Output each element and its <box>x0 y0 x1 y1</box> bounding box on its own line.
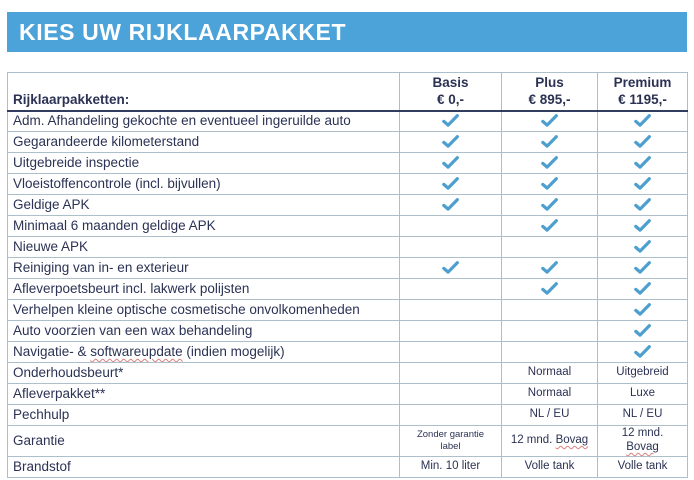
check-cell <box>400 111 502 132</box>
value-cell: NL / EU <box>502 405 598 426</box>
check-icon <box>634 303 651 316</box>
check-icon <box>442 114 459 127</box>
check-icon <box>634 324 651 337</box>
check-icon <box>634 240 651 253</box>
table-row <box>8 363 688 384</box>
misspelled-word: softwareupdate <box>90 344 183 359</box>
check-icon <box>442 177 459 190</box>
table-row <box>8 111 688 132</box>
check-icon <box>634 219 651 232</box>
check-icon <box>541 177 558 190</box>
check-cell <box>502 258 598 279</box>
feature-label: Uitgebreide inspectie <box>8 153 400 174</box>
check-icon <box>634 114 651 127</box>
feature-label: Nieuwe APK <box>8 237 400 258</box>
feature-label: Navigatie- & softwareupdate (indien mogelijk) <box>8 342 400 363</box>
check-icon <box>541 198 558 211</box>
empty-cell <box>400 363 502 384</box>
feature-label: Afleverpakket** <box>8 384 400 405</box>
table-row <box>8 132 688 153</box>
empty-cell <box>502 237 598 258</box>
check-icon <box>634 282 651 295</box>
empty-cell <box>502 300 598 321</box>
check-cell <box>598 279 688 300</box>
table-row <box>8 426 688 457</box>
check-cell <box>598 195 688 216</box>
table-row <box>8 321 688 342</box>
check-cell <box>598 258 688 279</box>
value-cell: Luxe <box>598 384 688 405</box>
feature-label: Garantie <box>8 426 400 457</box>
table-row <box>8 300 688 321</box>
table-row <box>8 258 688 279</box>
package-table-body <box>8 111 688 478</box>
empty-cell <box>400 216 502 237</box>
value-cell: Volle tank <box>598 456 688 477</box>
check-icon <box>634 198 651 211</box>
check-cell <box>598 153 688 174</box>
table-row <box>8 279 688 300</box>
check-cell <box>598 321 688 342</box>
table-row <box>8 405 688 426</box>
table-row <box>8 456 688 477</box>
check-cell <box>598 111 688 132</box>
check-icon <box>634 156 651 169</box>
misspelled-word: Bovag <box>626 440 659 453</box>
check-icon <box>634 177 651 190</box>
value-cell: Zonder garantie label <box>400 426 502 457</box>
check-cell <box>502 195 598 216</box>
empty-cell <box>502 342 598 363</box>
empty-cell <box>400 405 502 426</box>
package-comparison-table <box>7 72 688 478</box>
value-cell: NL / EU <box>598 405 688 426</box>
feature-label: Geldige APK <box>8 195 400 216</box>
value-cell: Normaal <box>502 363 598 384</box>
value-cell: 12 mnd. Bovag <box>598 426 688 457</box>
check-cell <box>502 279 598 300</box>
check-cell <box>502 132 598 153</box>
feature-label: Pechhulp <box>8 405 400 426</box>
empty-cell <box>400 321 502 342</box>
feature-label: Reiniging van in- en exterieur <box>8 258 400 279</box>
package-comparison-table-wrap <box>7 72 687 478</box>
check-icon <box>541 261 558 274</box>
empty-cell <box>400 279 502 300</box>
value-cell: 12 mnd. Bovag <box>502 426 598 457</box>
check-icon <box>634 345 651 358</box>
check-icon <box>541 156 558 169</box>
feature-label: Auto voorzien van een wax behandeling <box>8 321 400 342</box>
column-price: € 0,- <box>436 92 464 108</box>
check-icon <box>541 135 558 148</box>
feature-label: Adm. Afhandeling gekochte en eventueel ingeruilde auto <box>8 111 400 132</box>
value-cell: Volle tank <box>502 456 598 477</box>
table-row <box>8 153 688 174</box>
table-row <box>8 174 688 195</box>
column-header-plus <box>502 73 598 111</box>
check-icon <box>442 135 459 148</box>
empty-cell <box>400 237 502 258</box>
check-cell <box>598 216 688 237</box>
column-price: € 1195,- <box>618 92 667 108</box>
value-cell: Min. 10 liter <box>400 456 502 477</box>
column-name: Plus <box>535 74 564 90</box>
check-cell <box>400 132 502 153</box>
check-cell <box>400 153 502 174</box>
value-cell: Normaal <box>502 384 598 405</box>
check-icon <box>541 114 558 127</box>
table-row <box>8 195 688 216</box>
check-icon <box>442 261 459 274</box>
check-cell <box>400 258 502 279</box>
check-icon <box>541 219 558 232</box>
column-name: Basis <box>432 74 469 90</box>
empty-cell <box>400 300 502 321</box>
table-header <box>8 73 688 111</box>
check-cell <box>598 132 688 153</box>
misspelled-word: Bovag <box>555 433 589 446</box>
feature-label: Gegarandeerde kilometerstand <box>8 132 400 153</box>
column-header-basis <box>400 73 502 111</box>
page-title: KIES UW RIJKLAARPAKKET <box>19 18 347 45</box>
empty-cell <box>400 342 502 363</box>
table-row <box>8 342 688 363</box>
corner-label: Rijklaarpakketten: <box>8 73 400 111</box>
column-name: Premium <box>613 74 672 90</box>
check-cell <box>598 237 688 258</box>
check-icon <box>442 198 459 211</box>
check-cell <box>502 111 598 132</box>
check-cell <box>400 174 502 195</box>
feature-label: Minimaal 6 maanden geldige APK <box>8 216 400 237</box>
check-cell <box>598 342 688 363</box>
column-header-premium <box>598 73 688 111</box>
feature-label: Brandstof <box>8 456 400 477</box>
check-cell <box>502 216 598 237</box>
header-row <box>8 73 688 111</box>
empty-cell <box>502 321 598 342</box>
check-cell <box>598 174 688 195</box>
column-price: € 895,- <box>528 92 571 108</box>
check-icon <box>634 261 651 274</box>
check-icon <box>634 135 651 148</box>
check-cell <box>598 300 688 321</box>
page-header-banner <box>7 12 687 52</box>
check-cell <box>502 153 598 174</box>
feature-label: Afleverpoetsbeurt incl. lakwerk polijsten <box>8 279 400 300</box>
table-row <box>8 384 688 405</box>
table-row <box>8 216 688 237</box>
check-icon <box>442 156 459 169</box>
check-cell <box>502 174 598 195</box>
feature-label: Verhelpen kleine optische cosmetische onvolkomenheden <box>8 300 400 321</box>
table-row <box>8 237 688 258</box>
feature-label: Vloeistoffencontrole (incl. bijvullen) <box>8 174 400 195</box>
value-cell: Uitgebreid <box>598 363 688 384</box>
check-icon <box>541 282 558 295</box>
empty-cell <box>400 384 502 405</box>
check-cell <box>400 195 502 216</box>
feature-label: Onderhoudsbeurt* <box>8 363 400 384</box>
